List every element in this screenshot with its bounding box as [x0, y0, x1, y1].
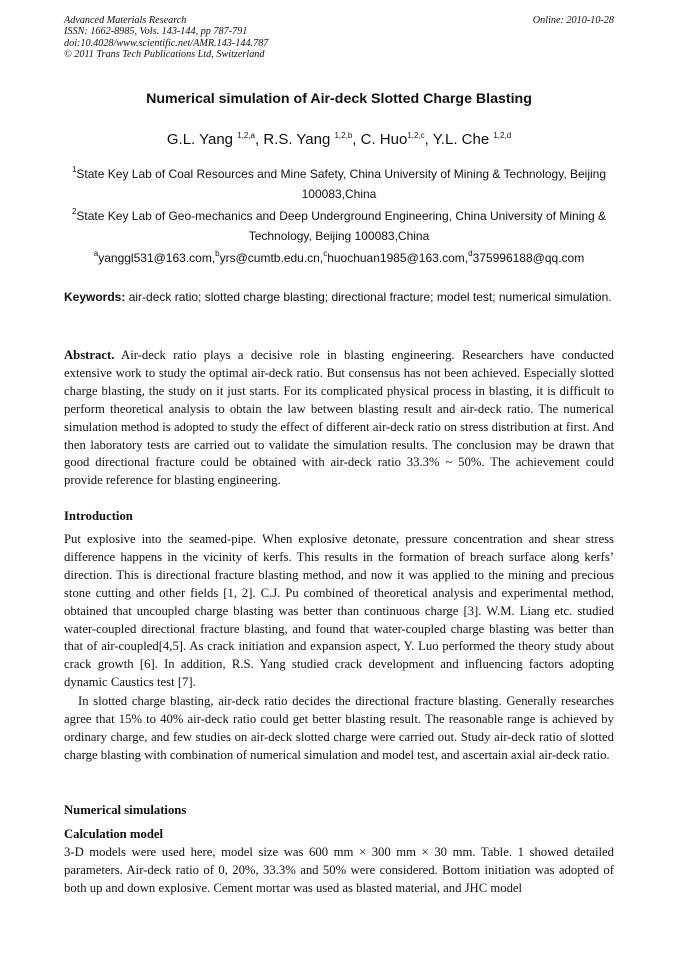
author-affiliation-sup: 1,2,a	[237, 131, 255, 140]
author-affiliation-sup: 1,2,d	[493, 131, 512, 140]
email-list	[64, 251, 614, 265]
keywords	[64, 288, 614, 307]
email-text: 375996188@qq.com	[472, 251, 585, 265]
affiliation-text: State Key Lab of Geo-mechanics and Deep Underground Engineering, China University of Mining & Technology, Beijing 100083,China	[76, 209, 607, 243]
keywords-label: Keywords:	[64, 290, 126, 304]
author-list	[0, 131, 678, 148]
numerical-paragraph-1: 3-D models were used here, model size was 600 mm × 300 mm × 30 mm. Table. 1 showed detailed parameters. Air-deck ratio of 0, 20%, 33.3% and 50% were considered. Bottom initiation was adopted of both up and down explosive. Cement mortar was used as blasted material, and JHC model	[64, 845, 614, 895]
author-separator: ,	[352, 131, 361, 148]
journal-doi: doi:10.4028/www.scientific.net/AMR.143-144.787	[64, 37, 269, 49]
author-affiliation-sup: 1,2,c	[407, 131, 425, 140]
affiliation-2	[64, 207, 614, 246]
subsection-heading-calculation-model: Calculation model	[64, 827, 164, 841]
affiliation-text: State Key Lab of Coal Resources and Mine Safety, China University of Mining & Technology, Beijing 100083,China	[76, 167, 607, 201]
author-name: R.S. Yang	[263, 131, 335, 148]
journal-header	[64, 15, 268, 61]
affiliation-1	[64, 165, 614, 204]
author-separator: ,	[424, 131, 433, 148]
intro-paragraph-1: Put explosive into the seamed-pipe. When explosive detonate, pressure concentration and shear stress difference happens in the vicinity of kerfs. This results in the formation of breach surface along kerfs’ direction. This is directional fracture blasting method, and now it was applied to the mining and precious stone cutting and other fields [1, 2]. C.J. Pu combined of theoretical analysis and experimental method, obtained that uncoupled charge blasting was better than continuous charge [3]. W.M. Liang etc. studied water-coupled directional fracture blasting, and found that water-coupled charge blasting was better than that of air-coupled[4,5]. As crack initiation and expansion aspect, Y. Luo performed the theory study about crack growth [6]. In addition, R.S. Yang studied crack development and influencing factors adopting dynamic Caustics test [7].	[64, 532, 614, 690]
journal-copyright: © 2011 Trans Tech Publications Ltd, Switzerland	[64, 49, 265, 61]
section-heading-numerical: Numerical simulations	[64, 803, 187, 817]
online-date: Online: 2010-10-28	[532, 15, 614, 26]
email-text: yanggl531@163.com,	[98, 251, 216, 265]
abstract	[64, 347, 614, 490]
section-heading-introduction: Introduction	[64, 509, 133, 523]
affiliation-sup: 2	[71, 207, 77, 216]
abstract-text: Air-deck ratio plays a decisive role in blasting engineering. Researchers have conducted extensive work to study the optimal air-deck ratio. But consensus has not been achieved. Especially slotted charge blasting, the study on it just starts. For its complicated physical process in blasting, it is difficult to perform theoretical analysis to obtain the law between blasting result and air-deck ratio. The numerical simulation method is adopted to study the effect of different air-deck ratio on stress distribution at first. And then laboratory tests are carried out to validate the simulation results. The conclusion may be drawn that good directional fracture could be obtained with air-deck ratio 33.3% ~ 50%. The achievement could provide reference for blasting engineering.	[64, 348, 614, 488]
journal-name: Advanced Materials Research	[64, 15, 187, 26]
email-sup: c	[323, 249, 328, 258]
intro-paragraph-2: In slotted charge blasting, air-deck ratio decides the directional fracture blasting. Generally researches agree that 15% to 40% air-deck ratio could get better blasting result. The reasonable range is achieved by ordinary charge, and few studies on air-deck slotted charge were carried out. Study air-deck ratio of slotted charge blasting with combination of numerical simulation and model test, and ascertain axial air-deck ratio.	[64, 694, 614, 762]
author-name: Y.L. Che	[432, 131, 494, 148]
keywords-text: air-deck ratio; slotted charge blasting; directional fracture; model test; numerical simulation.	[125, 290, 612, 304]
email-text: yrs@cumtb.edu.cn,	[219, 251, 324, 265]
paper-title: Numerical simulation of Air-deck Slotted Charge Blasting	[146, 91, 532, 107]
author-separator: ,	[254, 131, 264, 148]
email-text: huochuan1985@163.com,	[327, 251, 469, 265]
abstract-label: Abstract.	[64, 348, 115, 362]
author-name: C. Huo	[360, 131, 408, 148]
affiliation-sup: 1	[71, 165, 77, 174]
journal-issn: ISSN: 1662-8985, Vols. 143-144, pp 787-791	[64, 26, 248, 38]
email-sup: d	[468, 249, 473, 258]
email-sup: b	[215, 249, 220, 258]
email-sup: a	[93, 249, 99, 258]
author-affiliation-sup: 1,2,b	[334, 131, 353, 140]
author-name: G.L. Yang	[166, 131, 238, 148]
